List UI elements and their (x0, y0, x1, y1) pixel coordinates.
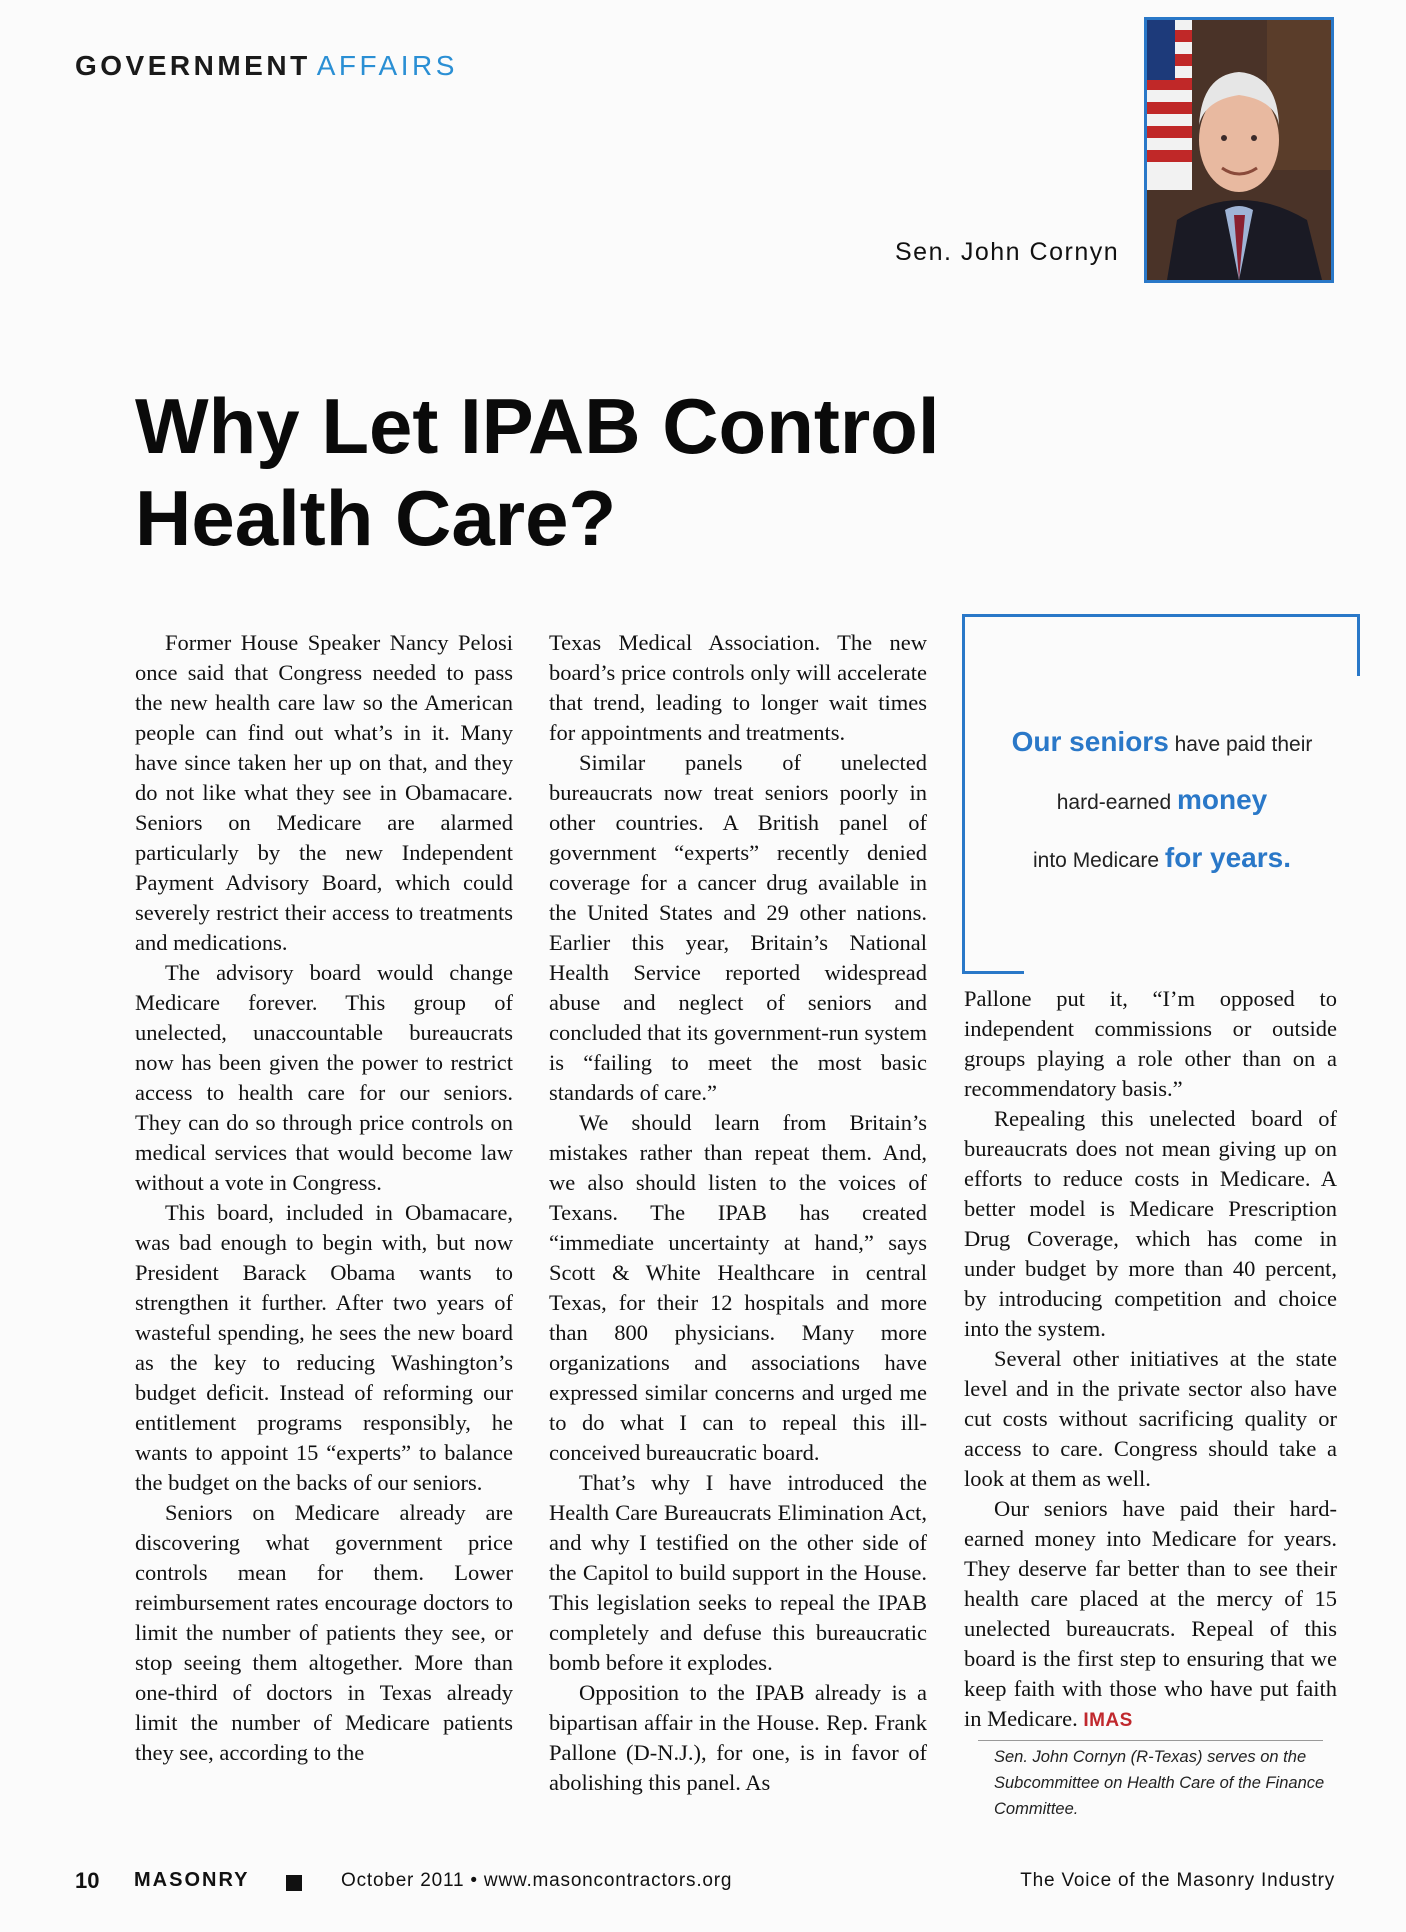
paragraph: Several other initiatives at the state level and in the private sector also have cut costs without sacrificing quality or access to care. Congress should take a look at them as well. (964, 1346, 1337, 1491)
pull-quote-rule-right (1357, 614, 1360, 676)
pull-quote-text (982, 714, 1342, 888)
pull-quote-part: into Medicare (1033, 849, 1165, 872)
final-paragraph-text: Our seniors have paid their hard-earned money into Medicare for years. They deserve far better than to see their health care placed at the mercy of 15 unelected bureaucrats. Repeal of this board is the first step to ensuring that we keep faith with those who have put faith in Medicare. (964, 1496, 1337, 1731)
us-flag-icon (1147, 20, 1192, 190)
paragraph: Former House Speaker Nancy Pelosi once said that Congress needed to pass the new health care law so the American people can find out what’s in it. Many have since taken her up on that, and they do not like what they see in Obamacare. Seniors on Medicare are alarmed particularly by the new Independent Payment Advisory Board, which could severely restrict their access to treatments and medications. (135, 630, 513, 955)
pull-quote-part: have paid their (1168, 733, 1313, 756)
pull-quote-part: hard-earned (1056, 791, 1177, 814)
photo-caption: Sen. John Cornyn (895, 238, 1120, 266)
senator-portrait (1144, 17, 1334, 283)
pull-quote-rule-left (962, 614, 965, 974)
portrait-illustration (1147, 20, 1331, 280)
paragraph (964, 1494, 1337, 1736)
section-label (75, 50, 458, 82)
pull-quote (962, 614, 1360, 974)
pull-quote-highlight: for years. (1164, 842, 1291, 873)
paragraph: That’s why I have introduced the Health Care Bureaucrats Elimination Act, and why I testified on the other side of the Capitol to build support in the House. This legislation seeks to repeal the IPAB completely and defuse this bureaucratic bomb before it explodes. (549, 1470, 927, 1675)
pull-quote-rule-bottom (962, 971, 1024, 974)
paragraph: Seniors on Medicare already are discovering what government price controls mean for them. Lower reimbursement rates encourage doctors to limit the number of patients they see, or stop seeing them altogether. More than one-third of doctors in Texas already limit the number of Medicare patients they see, according to the (135, 1500, 513, 1765)
footer-tagline: The Voice of the Masonry Industry (1020, 1870, 1335, 1891)
paragraph: This board, included in Obamacare, was bad enough to begin with, but now President Barack Obama wants to strengthen it further. After two years of wasteful spending, he sees the new board as the key to reducing Washington’s budget deficit. Instead of reforming our entitlement programs responsibly, he wants to appoint 15 “experts” to balance the budget on the backs of our seniors. (135, 1200, 513, 1495)
section-label-light: AFFAIRS (316, 50, 458, 81)
paragraph: We should learn from Britain’s mistakes rather than repeat them. And, we also should listen to the voices of Texans. The IPAB has created “immediate uncertainty at hand,” says Scott & White Healthcare in central Texas, for their 12 hospitals and more than 800 physicians. Many more organizations and associations have expressed similar concerns and urged me to do what I can to repeal this ill-conceived bureaucratic board. (549, 1110, 927, 1465)
paragraph: Texas Medical Association. The new board’s price controls only will accelerate that trend, leading to longer wait times for appointments and treatments. (549, 630, 927, 745)
paragraph: The advisory board would change Medicare forever. This group of unelected, unaccountable bureaucrats now has been given the power to restrict access to health care for our seniors. They can do so through price controls on medical services that would become law without a vote in Congress. (135, 960, 513, 1195)
article-column-3 (964, 984, 1337, 1736)
page-footer (75, 1868, 1335, 1898)
square-bullet-icon (286, 1875, 302, 1891)
paragraph: Opposition to the IPAB already is a bipartisan affair in the House. Rep. Frank Pallone (D-N.J.), for one, is in favor of abolishing this panel. As (549, 1680, 927, 1795)
author-bio: Sen. John Cornyn (R-Texas) serves on the Subcommittee on Health Care of the Finance Committee. (994, 1748, 1325, 1818)
bio-divider (978, 1740, 1323, 1741)
headline-line-1: Why Let IPAB Control (135, 382, 940, 470)
pull-quote-highlight: Our seniors (1011, 726, 1169, 757)
paragraph: Pallone put it, “I’m opposed to independent commissions or outside groups playing a role other than on a recommendatory basis.” (964, 986, 1337, 1101)
pull-quote-rule-top (962, 614, 1360, 617)
headline (135, 380, 940, 564)
page-number: 10 (75, 1868, 100, 1893)
paragraph: Repealing this unelected board of bureaucrats does not mean giving up on efforts to reduce costs in Medicare. A better model is Medicare Prescription Drug Coverage, which has come in under budget by more than 40 percent, by introducing competition and choice into the system. (964, 1106, 1337, 1341)
section-label-bold: GOVERNMENT (75, 50, 311, 81)
headline-line-2: Health Care? (135, 474, 617, 562)
paragraph: Similar panels of unelected bureaucrats now treat seniors poorly in other countries. A British panel of government “experts” recently denied coverage for a cancer drug available in the United States and 29 other nations. Earlier this year, Britain’s National Health Service reported widespread abuse and neglect of seniors and concluded that its government-run system is “failing to meet the most basic standards of care.” (549, 750, 927, 1105)
pull-quote-highlight: money (1177, 784, 1268, 815)
magazine-name: MASONRY (134, 1869, 250, 1891)
article-column-2 (549, 628, 927, 1798)
end-mark: IMAS (1083, 1710, 1133, 1731)
article-column-1 (135, 628, 513, 1768)
issue-info: October 2011 • www.masoncontractors.org (341, 1870, 733, 1891)
